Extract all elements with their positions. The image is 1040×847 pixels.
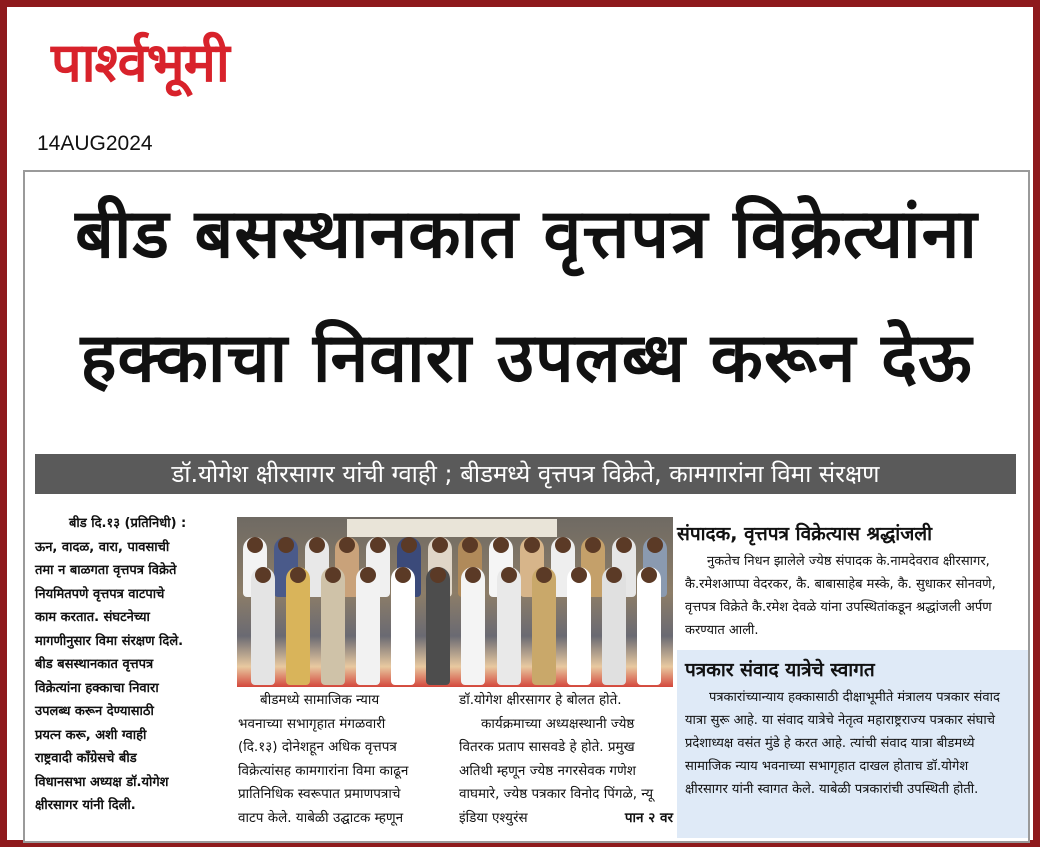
yatra-line: यात्रा सुरू आहे. या संवाद यात्रेचे नेतृत्व महाराष्ट्रराज्य पत्रकार संघाचे (685, 713, 995, 728)
lead-line: विधानसभा अध्यक्ष डॉ.योगेश (35, 774, 169, 790)
lead-line: विक्रेत्यांना हक्काचा निवारा (35, 680, 159, 696)
body-line: (दि.१३) दोनेशहून अधिक वृत्तपत्र (238, 739, 397, 755)
subheadline-bar: डॉ.योगेश क्षीरसागर यांची ग्वाही ; बीडमध्ये वृत्तपत्र विक्रेते, कामगारांना विमा संरक्षण (35, 454, 1016, 494)
lead-line: बीड बसस्थानकात वृत्तपत्र (35, 657, 154, 672)
yatra-line: क्षीरसागर यांनी स्वागत केले. याबेळी पत्रकारांची उपस्थिती होती. (685, 782, 979, 797)
body-line: बीडमध्ये सामाजिक न्याय (260, 692, 380, 708)
masthead-logo: पार्श्वभूमी (51, 31, 229, 94)
lead-line: तमा न बाळगता वृत्तपत्र विक्रेते (35, 563, 177, 578)
body-line: डॉ.योगेश क्षीरसागर हे बोलत होते. (459, 692, 622, 708)
headline-line-1: बीड बसस्थानकात वृत्तपत्र विक्रेत्यांना (75, 195, 978, 274)
lead-line: क्षीरसागर यांनी दिली. (35, 798, 136, 813)
tribute-line: करण्यात आली. (685, 623, 759, 638)
stage-banner (347, 519, 557, 537)
body-column-1 (238, 689, 452, 830)
tribute-title: संपादक, वृत्तपत्र विक्रेत्यास श्रद्धांजली (677, 523, 933, 545)
yatra-line: सामाजिक न्याय भवनाच्या सभागृहात दाखल होताच डॉ.योगेश (685, 759, 969, 774)
body-line: इंडिया एश्युरंस (459, 809, 528, 826)
body-line: वितरक प्रताप सासवडे हे होते. प्रमुख (459, 739, 635, 755)
tribute-line: कै.रमेशआप्पा वेदरकर, कै. बाबासाहेब मस्के, कै. सुधाकर सोनवणे, (685, 577, 996, 592)
lead-line: राष्ट्रवादी काँग्रेसचे बीड (35, 751, 137, 766)
body-line: विक्रेत्यांसह कामगारांना विमा काढून (238, 762, 409, 779)
body-line: प्रातिनिधिक स्वरूपात प्रमाणपत्राचे (238, 786, 401, 802)
lead-line: ऊन, वादळ, वारा, पावसाची (35, 539, 170, 555)
lead-line: काम करतात. संघटनेच्या (35, 610, 150, 625)
tribute-text (685, 550, 1025, 642)
yatra-text (685, 686, 1021, 801)
yatra-line: पत्रकारांच्यान्याय हक्कासाठी दीक्षाभूमीते मंत्रालय पत्रकार संवाद (709, 690, 1000, 705)
body-line: वाघमारे, ज्येष्ठ पत्रकार विनोद पिंगळे, न्यू (459, 786, 654, 802)
tribute-line: वृत्तपत्र विक्रेते कै.रमेश देवळे यांना उपस्थितांकडून श्रद्धांजली अर्पण (685, 600, 992, 615)
lead-line: उपलब्ध करून देण्यासाठी (35, 704, 154, 719)
body-column-2 (459, 689, 673, 830)
lead-line: मागणीनुसार विमा संरक्षण दिले. (35, 633, 184, 649)
lead-line: प्रयत्न करू, अशी ग्वाही (35, 727, 147, 743)
yatra-box (677, 650, 1029, 838)
body-line-last (459, 807, 673, 831)
body-line: वाटप केले. याबेळी उद्घाटक म्हणून (238, 809, 404, 826)
news-clipping (23, 170, 1030, 843)
yatra-title: पत्रकार संवाद यात्रेचे स्वागत (685, 659, 875, 681)
lead-line: नियमितपणे वृत्तपत्र वाटपाचे (35, 586, 165, 602)
lead-line: बीड दि.१३ (प्रतिनिधी) : (69, 516, 187, 531)
photo-front-row (251, 567, 661, 685)
publication-date: 14AUG2024 (37, 132, 153, 155)
continued-page-ref: पान २ वर (624, 809, 673, 826)
event-group-photo (237, 517, 673, 687)
body-line: अतिथी म्हणून ज्येष्ठ नगरसेवक गणेश (459, 762, 636, 779)
lead-column (35, 512, 230, 818)
yatra-line: प्रदेशाध्यक्ष वसंत मुंडे हे करत आहे. त्यांची संवाद यात्रा बीडमध्ये (685, 736, 975, 751)
tribute-line: नुकतेच निधन झालेले ज्येष्ठ संपादक के.नामदेवराव क्षीरसागर, (707, 554, 990, 569)
headline-line-2: हक्काचा निवारा उपलब्ध करून देऊ (80, 319, 973, 398)
body-line: कार्यक्रमाच्या अध्यक्षस्थानी ज्येष्ठ (481, 715, 635, 732)
body-line: भवनाच्या सभागृहात मंगळवारी (238, 715, 386, 732)
